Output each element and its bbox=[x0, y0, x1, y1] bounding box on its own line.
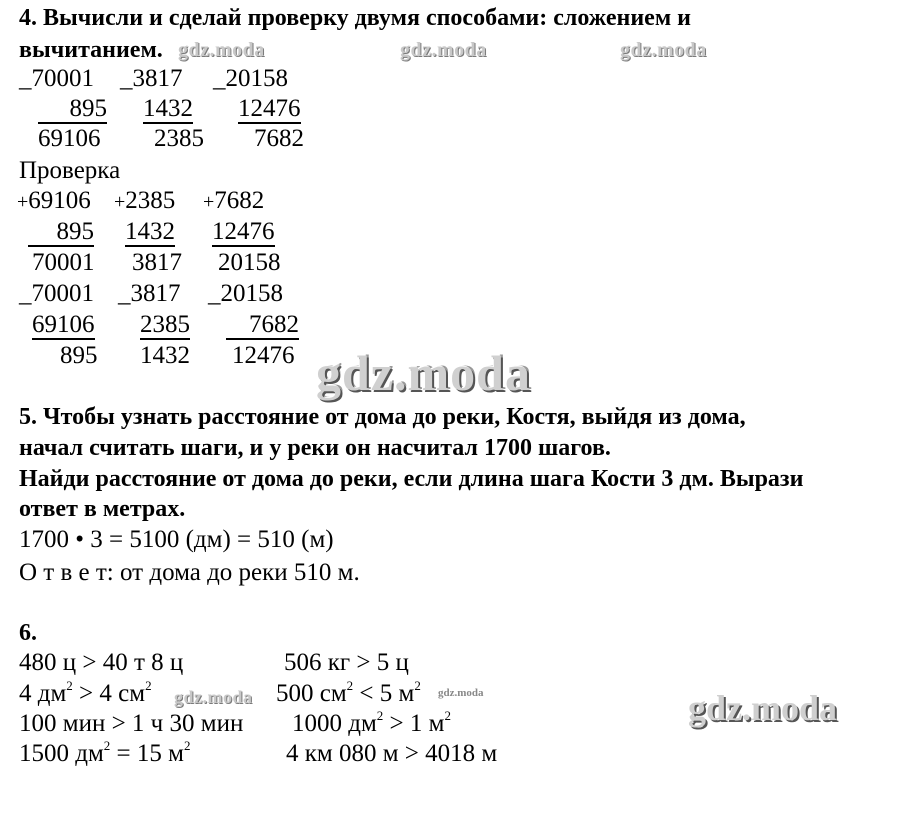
minus-sign: _20158 bbox=[213, 65, 288, 92]
add-c-top: +7682 bbox=[203, 187, 265, 214]
task6-row3-right: 1000 $дм^2 > 1$ $м^2$ bbox=[292, 708, 451, 737]
calc-b-result: 2385 bbox=[154, 125, 204, 152]
sub-a-result: 895 bbox=[60, 342, 98, 369]
calc-a-top: 70001 bbox=[31, 65, 94, 92]
task5-line3: Найди расстояние от дома до реки, если длина шага Кости 3 дм. Вырази bbox=[19, 466, 804, 492]
sub-b-result: 1432 bbox=[140, 342, 190, 369]
minus-sign: _ bbox=[208, 280, 221, 307]
add-b-mid: 1432 bbox=[125, 218, 175, 245]
task6-heading: 6. bbox=[19, 620, 37, 646]
calc-c-top: 20158 bbox=[225, 65, 288, 92]
watermark-large: gdz.moda bbox=[316, 345, 531, 401]
calc-a-result: 69106 bbox=[38, 125, 101, 152]
calc-c-result: 7682 bbox=[254, 125, 304, 152]
plus-sign: + bbox=[114, 191, 126, 213]
add-b-result: 3817 bbox=[132, 249, 182, 276]
add-a-mid: 895 bbox=[28, 219, 94, 247]
watermark: gdz.moda bbox=[400, 39, 487, 61]
watermark-medium: gdz.moda bbox=[688, 688, 838, 728]
watermark: gdz.moda bbox=[174, 687, 253, 707]
add-c-result: 20158 bbox=[218, 249, 281, 276]
task5-line4: ответ в метрах. bbox=[19, 496, 186, 522]
task6-row1-right: 506 кг > 5 ц bbox=[284, 649, 409, 676]
calc-c-mid: 12476 bbox=[238, 95, 301, 122]
minus-sign: _3817 bbox=[120, 65, 183, 92]
sub-a-mid: 69106 bbox=[32, 311, 95, 338]
sub-b-top: _3817 bbox=[118, 280, 181, 307]
plus-sign: + bbox=[203, 191, 215, 213]
watermark: gdz.moda bbox=[178, 39, 265, 61]
watermark: gdz.moda bbox=[438, 687, 484, 699]
sub-c-result: 12476 bbox=[232, 342, 295, 369]
add-a-top: +69106 bbox=[17, 187, 91, 214]
check-label: Проверка bbox=[19, 157, 121, 184]
task6-row4-right: 4 км 080 м > 4018 м bbox=[286, 740, 498, 767]
calc-a-mid: 895 bbox=[38, 96, 107, 124]
watermark: gdz.moda bbox=[620, 39, 707, 61]
task5-answer: О т в е т: от дома до реки 510 м. bbox=[19, 559, 360, 586]
minus-sign: _ bbox=[19, 280, 32, 307]
task6-row4-left: 1500 $дм^2 = 15$ $м^2$ bbox=[19, 738, 191, 767]
task5-line1: 5. Чтобы узнать расстояние от дома до реки, Костя, выйдя из дома, bbox=[19, 404, 746, 430]
task6-row3-left: 100 мин > 1 ч 30 мин bbox=[19, 710, 244, 737]
sub-c-top: _20158 bbox=[208, 280, 283, 307]
task6-row2-right: 500 $см^2 < 5$ $м^2$ bbox=[276, 678, 421, 707]
sub-a-top: _70001 bbox=[19, 280, 94, 307]
plus-sign: + bbox=[17, 191, 29, 213]
calc-b-mid: 1432 bbox=[143, 95, 193, 122]
minus-sign: _70001 bbox=[19, 65, 94, 92]
task4-heading-line2: вычитанием. bbox=[19, 37, 163, 63]
add-b-top: +2385 bbox=[114, 187, 176, 214]
sub-b-mid: 2385 bbox=[140, 311, 190, 338]
task4-heading-line1: 4. Вычисли и сделай проверку двумя способами: сложением и bbox=[19, 5, 691, 31]
task5-line2: начал считать шаги, и у реки он насчитал 1700 шагов. bbox=[19, 435, 611, 461]
add-c-mid: 12476 bbox=[212, 218, 275, 245]
calc-b-top: 3817 bbox=[132, 65, 183, 92]
task5-solution: 1700 • 3 = 5100 (дм) = 510 (м) bbox=[19, 526, 334, 553]
minus-sign: _ bbox=[118, 280, 131, 307]
sub-c-mid: 7682 bbox=[226, 312, 299, 340]
add-a-result: 70001 bbox=[32, 249, 95, 276]
task6-row1-left: 480 ц > 40 т 8 ц bbox=[19, 649, 184, 676]
task6-row2-left: 4 $дм^2 > 4$ $см^2$ bbox=[19, 678, 152, 707]
